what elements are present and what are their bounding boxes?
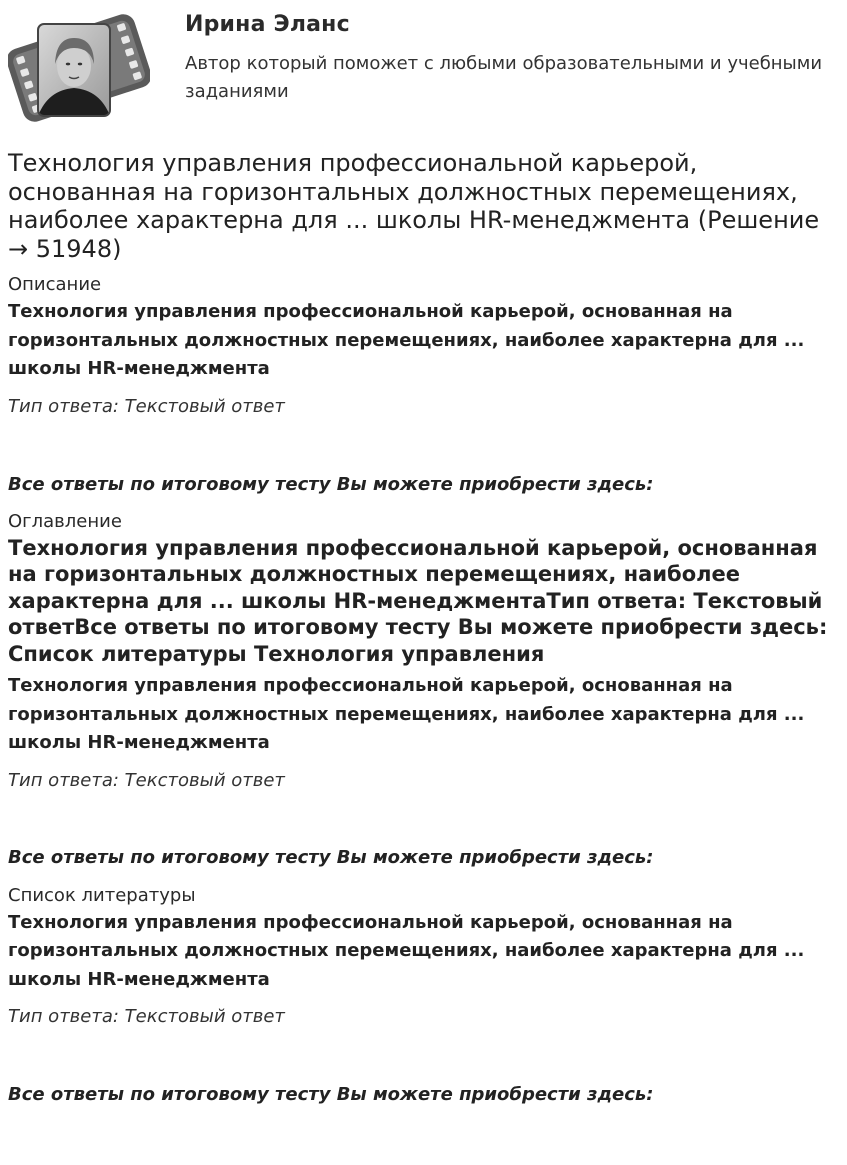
literature-section [8,885,838,1107]
description-purchase-note: Все ответы по итоговому тесту Вы можете приобрести здесь: [8,473,654,495]
literature-answer-type: Тип ответа: Текстовый ответ [8,1006,285,1027]
author-name: Ирина Эланс [185,12,350,37]
author-block [0,0,847,140]
description-answer-type: Тип ответа: Текстовый ответ [8,395,285,417]
literature-purchase-note: Все ответы по итоговому тесту Вы можете приобрести здесь: [8,1084,654,1105]
contents-answer-type: Тип ответа: Текстовый ответ [8,769,285,791]
page-title: Технология управления профессиональной карьерой, основанная на горизонтальных должностных перемещениях, наиболее характерна для ... школы HR-менеджмента (Решение → 51948) [8,149,820,263]
author-avatar [8,8,150,128]
literature-label: Список литературы [8,884,196,906]
main-content [8,149,838,1106]
author-description: Автор который поможет с любыми образовательными и учебными заданиями [185,53,823,102]
description-section [8,274,838,496]
contents-label: Оглавление [8,510,122,532]
literature-question: Технология управления профессиональной карьерой, основанная на горизонтальных должностных перемещениях, наиболее характерна для ... школы HR-менеджмента [8,911,805,990]
contents-summary: Технология управления профессиональной карьерой, основанная на горизонтальных должностных перемещениях, наиболее характерна для ... школы HR-менеджментаТип ответа: Текстовый ответВсе ответы по итоговому тесту Вы можете приобрести здесь: Список литературы Технология управления [8,535,828,666]
contents-question: Технология управления профессиональной карьерой, основанная на горизонтальных должностных перемещениях, наиболее характерна для ... школы HR-менеджмента [8,675,805,753]
description-question: Технология управления профессиональной карьерой, основанная на горизонтальных должностных перемещениях, наиболее характерна для ... школы HR-менеджмента [8,301,805,379]
contents-section [8,511,838,869]
description-label: Описание [8,274,102,295]
contents-purchase-note: Все ответы по итоговому тесту Вы можете приобрести здесь: [8,846,654,868]
